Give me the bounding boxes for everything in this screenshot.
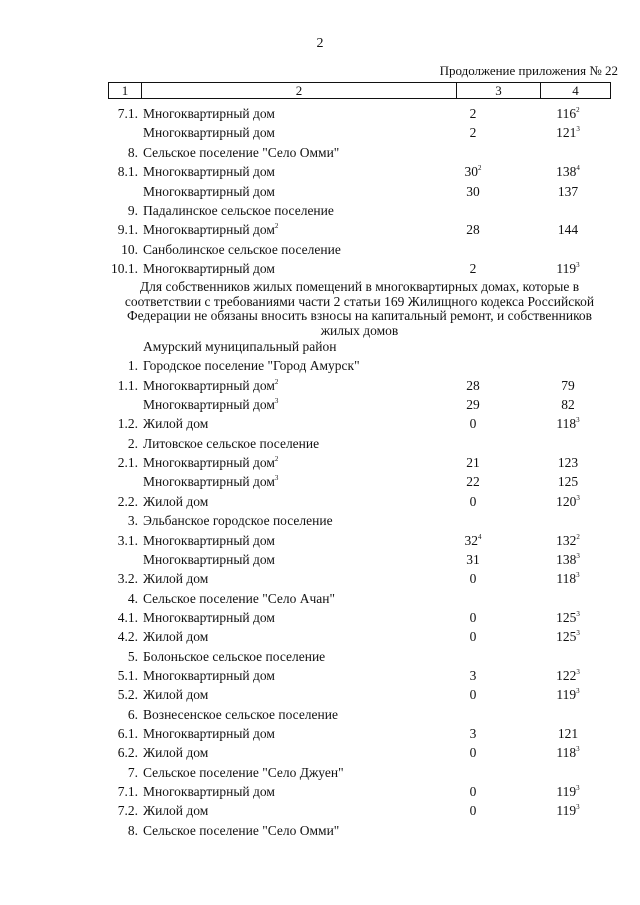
row-col3	[420, 104, 526, 123]
row-name	[143, 801, 208, 820]
row-col4	[528, 123, 608, 142]
row-name	[143, 123, 275, 142]
table-row	[0, 376, 640, 395]
row-name-text: Жилой дом	[143, 687, 209, 703]
row-col4	[528, 608, 608, 627]
row-name-text: Сельское поселение "Село Ачан"	[143, 590, 336, 606]
table-row	[0, 550, 640, 569]
row-col3-text: 0	[469, 571, 477, 587]
row-number	[104, 511, 138, 530]
row-col3	[420, 472, 526, 491]
row-number-text: 8.	[127, 144, 138, 160]
row-name-text: Литовское сельское поселение	[143, 435, 320, 451]
row-number	[104, 434, 138, 453]
row-col4-text: 121	[557, 726, 579, 741]
row-col3-text: 3	[469, 726, 477, 741]
row-col3	[420, 395, 526, 414]
row-col3-text: 0	[469, 784, 477, 800]
table-row	[0, 511, 640, 530]
row-col4-text: 116	[556, 106, 577, 121]
row-col4-footnote: 2	[576, 532, 580, 541]
row-col3-text: 2	[469, 125, 477, 141]
row-number-text: 7.1.	[117, 106, 138, 121]
row-col3-text: 0	[469, 629, 477, 645]
continuation-title: Продолжение приложения № 22	[439, 63, 618, 78]
table-row	[0, 259, 640, 278]
row-col4-text: 132	[556, 532, 577, 548]
row-name	[143, 240, 341, 259]
row-col3	[420, 685, 526, 704]
row-number	[104, 821, 138, 840]
row-name	[143, 782, 275, 801]
row-number	[104, 743, 138, 762]
row-number-text: 9.1.	[117, 222, 138, 238]
table-row	[0, 143, 640, 162]
row-name	[143, 414, 208, 433]
row-col4-text: 79	[561, 377, 575, 393]
section-note: Для собственников жилых помещений в многоквартирных домах, которые в соответствии с требованиями части 2 статьи 169 Жилищного кодекса Российской Федерации не обязаны вносить взносы на капитальный ремонт, и собственников жилых домов	[124, 279, 595, 338]
row-col4	[528, 724, 608, 743]
header-col-4: 4	[572, 83, 579, 98]
row-name	[143, 511, 333, 530]
row-number	[104, 414, 138, 433]
row-name	[143, 376, 278, 395]
row-number-text: 5.2.	[117, 687, 138, 703]
row-name	[143, 685, 208, 704]
row-name-text: Жилой дом	[143, 803, 209, 819]
row-col4-footnote: 3	[576, 571, 580, 580]
row-col4	[528, 395, 608, 414]
row-name	[143, 472, 278, 491]
row-name-text: Многоквартирный дом	[143, 455, 275, 471]
row-col3	[420, 743, 526, 762]
row-col4-text: 125	[556, 609, 577, 625]
row-number-text: 6.1.	[117, 726, 138, 741]
row-col3	[420, 220, 526, 239]
row-number	[104, 240, 138, 259]
row-col3	[420, 666, 526, 685]
row-name	[143, 453, 278, 472]
row-col4-footnote: 3	[576, 125, 580, 134]
row-col3	[420, 782, 526, 801]
row-col3	[420, 376, 526, 395]
row-col3-text: 3	[469, 667, 477, 683]
row-col3-text: 29	[466, 397, 480, 413]
row-col4-text: 137	[557, 183, 579, 199]
row-name-text: Жилой дом	[143, 493, 209, 509]
row-name	[143, 763, 344, 782]
row-number	[104, 492, 138, 511]
table-row	[0, 201, 640, 220]
row-col4-text: 119	[556, 803, 577, 819]
row-number	[104, 782, 138, 801]
row-number-text: 10.	[121, 241, 138, 257]
row-name-text: Сельское поселение "Село Омми"	[143, 144, 340, 160]
row-number-text: 1.1.	[117, 377, 138, 393]
row-number-text: 7.1.	[117, 784, 138, 800]
row-col4-text: 118	[556, 571, 577, 587]
row-name	[143, 104, 275, 123]
row-col3-text: 2	[469, 106, 477, 121]
row-number-text: 9.	[127, 203, 138, 218]
row-col4-text: 138	[556, 164, 577, 180]
row-number-text: 1.2.	[117, 416, 138, 432]
row-name	[143, 821, 339, 840]
table-row	[0, 104, 640, 123]
row-number	[104, 627, 138, 646]
row-col3-text: 31	[466, 551, 480, 567]
row-name-text: Многоквартирный дом	[143, 125, 275, 141]
row-col3	[420, 123, 526, 142]
row-name-text: Многоквартирный дом	[143, 106, 275, 121]
row-name-text: Многоквартирный дом	[143, 474, 275, 490]
row-col4	[528, 627, 608, 646]
row-col3	[420, 801, 526, 820]
header-col-1: 1	[109, 83, 142, 98]
row-col3-text: 28	[466, 377, 480, 393]
table-row	[0, 531, 640, 550]
row-name-text: Сельское поселение "Село Джуен"	[143, 764, 344, 780]
row-name-text: Жилой дом	[143, 416, 209, 432]
row-name-text: Сельское поселение "Село Омми"	[143, 822, 340, 838]
table-row	[0, 492, 640, 511]
row-col4-text: 118	[556, 745, 577, 761]
row-number	[104, 220, 138, 239]
row-col3-text: 0	[469, 493, 477, 509]
row-col4-text: 123	[557, 455, 579, 471]
row-name	[143, 162, 275, 181]
row-name-text: Жилой дом	[143, 745, 209, 761]
row-col4-footnote: 3	[576, 609, 580, 618]
row-number	[104, 705, 138, 724]
row-col4	[528, 531, 608, 550]
row-name	[143, 434, 319, 453]
row-col4-text: 122	[556, 667, 577, 683]
table-row	[0, 123, 640, 142]
row-number-text: 10.1.	[111, 261, 138, 277]
row-name-text: Многоквартирный дом	[143, 261, 275, 277]
row-number	[104, 531, 138, 550]
row-col3	[420, 569, 526, 588]
row-name-footnote: 3	[274, 397, 279, 406]
row-col4-footnote: 3	[576, 667, 580, 676]
row-col3-text: 0	[469, 803, 477, 819]
row-col3-text: 22	[466, 474, 480, 490]
row-number-text: 2.2.	[117, 493, 138, 509]
row-col4	[528, 801, 608, 820]
row-col3-text: 0	[469, 745, 477, 761]
row-number	[104, 608, 138, 627]
row-col4-text: 82	[561, 397, 575, 413]
table-row	[0, 821, 640, 840]
row-col4	[528, 492, 608, 511]
row-name	[143, 627, 208, 646]
row-col4-text: 119	[556, 687, 577, 703]
row-col4-text: 121	[556, 125, 577, 141]
row-name-text: Амурский муниципальный район	[143, 339, 337, 354]
row-number	[104, 453, 138, 472]
row-name-text: Многоквартирный дом	[143, 551, 275, 567]
row-name-text: Многоквартирный дом	[143, 183, 275, 199]
row-col3-text: 0	[469, 416, 477, 432]
row-number	[104, 685, 138, 704]
table-row	[0, 589, 640, 608]
row-col3-text: 32	[464, 532, 478, 548]
row-col3-text: 30	[464, 164, 478, 180]
row-number-text: 4.2.	[117, 629, 138, 645]
row-name	[143, 182, 275, 201]
table-row	[0, 434, 640, 453]
row-col4-footnote: 3	[576, 629, 580, 638]
row-number-text: 7.	[127, 764, 138, 780]
row-number-text: 5.1.	[117, 667, 138, 683]
row-number-text: 4.	[127, 590, 138, 606]
row-col3-text: 0	[469, 687, 477, 703]
row-col4-footnote: 3	[576, 803, 580, 812]
row-col3-footnote: 4	[478, 532, 482, 541]
row-col4-footnote: 4	[576, 164, 580, 173]
row-col4-footnote: 3	[576, 745, 580, 754]
row-col3-text: 0	[469, 609, 477, 625]
row-col3	[420, 531, 526, 550]
row-number	[104, 143, 138, 162]
table-row	[0, 801, 640, 820]
row-col4-text: 144	[557, 222, 579, 238]
row-col4-text: 118	[556, 416, 577, 432]
row-name	[143, 201, 334, 220]
table-row	[0, 182, 640, 201]
row-name-text: Многоквартирный дом	[143, 397, 275, 413]
row-col4	[528, 376, 608, 395]
row-col4	[528, 782, 608, 801]
header-col-3: 3	[457, 83, 541, 98]
row-number	[104, 569, 138, 588]
row-name-text: Падалинское сельское поселение	[143, 203, 334, 218]
row-col3	[420, 259, 526, 278]
table-header	[108, 82, 611, 99]
row-name-text: Жилой дом	[143, 571, 209, 587]
table-row	[0, 472, 640, 491]
row-name	[143, 220, 278, 239]
row-name	[143, 550, 275, 569]
row-number-text: 3.2.	[117, 571, 138, 587]
row-col3	[420, 182, 526, 201]
row-name-footnote: 3	[274, 474, 279, 483]
row-name	[143, 589, 335, 608]
row-number-text: 8.	[127, 822, 138, 838]
row-col3	[420, 414, 526, 433]
row-col4-footnote: 3	[576, 687, 580, 696]
row-number-text: 1.	[127, 358, 138, 374]
row-col4-footnote: 3	[576, 416, 580, 425]
row-col4	[528, 182, 608, 201]
table-row	[0, 240, 640, 259]
row-name-text: Многоквартирный дом	[143, 784, 275, 800]
table-row	[0, 220, 640, 239]
row-name	[143, 337, 336, 356]
table-row	[0, 453, 640, 472]
row-name	[143, 666, 275, 685]
row-number-text: 2.1.	[117, 455, 138, 471]
row-name-text: Многоквартирный дом	[143, 222, 275, 238]
row-col4	[528, 550, 608, 569]
row-col4-footnote: 3	[576, 493, 580, 502]
row-col4-text: 125	[557, 474, 579, 490]
row-number-text: 3.1.	[117, 532, 138, 548]
row-name-text: Болоньское сельское поселение	[143, 648, 326, 664]
row-col3-text: 30	[466, 183, 480, 199]
row-name-text: Санболинское сельское поселение	[143, 241, 341, 257]
row-name	[143, 569, 208, 588]
row-col4-text: 125	[556, 629, 577, 645]
row-name-text: Многоквартирный дом	[143, 726, 275, 741]
row-number	[104, 356, 138, 375]
row-col4	[528, 453, 608, 472]
row-col3	[420, 492, 526, 511]
row-name-text: Многоквартирный дом	[143, 532, 275, 548]
row-col4	[528, 666, 608, 685]
row-number-text: 5.	[127, 648, 138, 664]
row-col4	[528, 104, 608, 123]
row-name-footnote: 2	[274, 377, 279, 386]
row-col3-text: 28	[466, 222, 480, 238]
row-number	[104, 376, 138, 395]
table-row	[0, 414, 640, 433]
table-row	[0, 356, 640, 375]
table-row	[0, 743, 640, 762]
row-col4	[528, 472, 608, 491]
row-number	[104, 201, 138, 220]
row-col4	[528, 414, 608, 433]
row-col3	[420, 550, 526, 569]
row-name	[143, 356, 360, 375]
row-col3	[420, 724, 526, 743]
table-row	[0, 647, 640, 666]
row-number	[104, 589, 138, 608]
row-col4	[528, 743, 608, 762]
row-col4	[528, 220, 608, 239]
header-col-2: 2	[142, 83, 457, 98]
table-row	[0, 782, 640, 801]
row-col4-text: 120	[556, 493, 577, 509]
row-name-text: Многоквартирный дом	[143, 609, 275, 625]
table-row	[0, 627, 640, 646]
row-col4-footnote: 3	[576, 784, 580, 793]
table-row	[0, 685, 640, 704]
row-col4-text: 119	[556, 261, 577, 277]
row-name	[143, 608, 275, 627]
row-name-text: Многоквартирный дом	[143, 377, 275, 393]
row-number	[104, 104, 138, 123]
table-row	[0, 763, 640, 782]
row-name	[143, 724, 275, 743]
table-row	[0, 337, 640, 356]
row-number	[104, 162, 138, 181]
row-number	[104, 666, 138, 685]
row-col3-text: 21	[466, 455, 480, 471]
row-col4-footnote: 3	[576, 551, 580, 560]
row-number-text: 7.2.	[117, 803, 138, 819]
row-name-text: Городское поселение "Город Амурск"	[143, 358, 360, 374]
row-col4-footnote: 3	[576, 261, 580, 270]
row-col3-text: 2	[469, 261, 477, 277]
row-name-text: Многоквартирный дом	[143, 164, 275, 180]
row-number-text: 2.	[127, 435, 138, 451]
row-name-text: Эльбанское городское поселение	[143, 513, 333, 529]
row-number	[104, 724, 138, 743]
row-name	[143, 647, 325, 666]
row-name-text: Многоквартирный дом	[143, 667, 275, 683]
row-col3-footnote: 2	[478, 164, 482, 173]
row-col4	[528, 569, 608, 588]
row-name	[143, 705, 338, 724]
table-row	[0, 162, 640, 181]
row-col3	[420, 627, 526, 646]
row-name	[143, 395, 278, 414]
row-col4-text: 119	[556, 784, 577, 800]
table-row	[0, 705, 640, 724]
table-row	[0, 395, 640, 414]
row-number-text: 8.1.	[117, 164, 138, 180]
row-number-text: 6.2.	[117, 745, 138, 761]
row-number-text: 4.1.	[117, 609, 138, 625]
row-name-text: Жилой дом	[143, 629, 209, 645]
row-name-footnote: 2	[274, 455, 279, 464]
row-name-footnote: 2	[274, 222, 279, 231]
row-number-text: 3.	[127, 513, 138, 529]
row-col3	[420, 453, 526, 472]
row-name	[143, 143, 339, 162]
row-col3	[420, 162, 526, 181]
row-number	[104, 801, 138, 820]
table-row	[0, 666, 640, 685]
table-row	[0, 608, 640, 627]
row-number	[104, 763, 138, 782]
row-number-text: 6.	[127, 706, 138, 722]
row-name	[143, 259, 275, 278]
table-row	[0, 724, 640, 743]
row-col4	[528, 259, 608, 278]
row-name-text: Вознесенское сельское поселение	[143, 706, 338, 722]
table-row	[0, 569, 640, 588]
row-col4	[528, 162, 608, 181]
row-name	[143, 743, 208, 762]
row-col4-text: 138	[556, 551, 577, 567]
row-col3	[420, 608, 526, 627]
row-number	[104, 647, 138, 666]
row-name	[143, 492, 208, 511]
row-name	[143, 531, 275, 550]
row-col4	[528, 685, 608, 704]
page-number: 2	[316, 36, 324, 51]
row-col4-footnote: 2	[576, 106, 580, 114]
row-number	[104, 259, 138, 278]
